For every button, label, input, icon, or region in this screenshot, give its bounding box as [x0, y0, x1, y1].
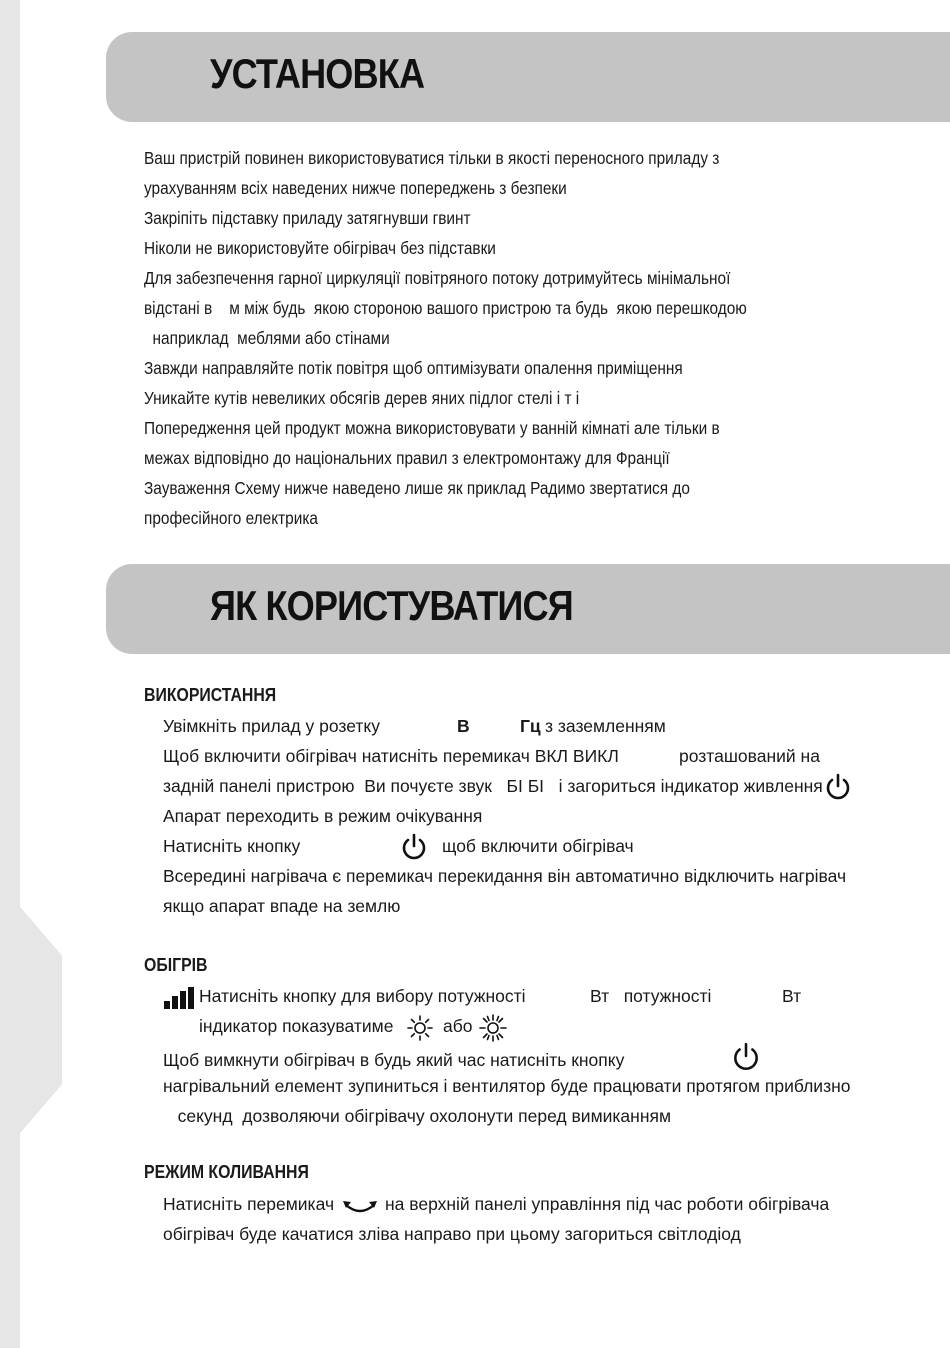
left-margin-tab [0, 905, 62, 1135]
heating-line: Щоб вимкнути обігрівач в будь який час натисніть кнопку [163, 1050, 625, 1070]
oscillation-line: на верхній панелі управління під час роботи обігрівача [385, 1194, 830, 1214]
usage-line: з заземленням [545, 716, 666, 736]
usage-line: щоб включити обігрівач [442, 836, 634, 856]
usage-line: Апарат переходить в режим очікування [163, 806, 483, 826]
section-title-how-to-use: ЯК КОРИСТУВАТИСЯ [210, 582, 573, 629]
usage-line: задній панелі пристрою Ви почуєте звук БІ БІ і загориться індикатор живлення [163, 776, 823, 796]
heating-line: нагрівальний елемент зупиниться і вентилятор буде працювати протягом приблизно [163, 1076, 851, 1096]
installation-line: Закріпіть підставку приладу затягнувши гвинт [144, 208, 471, 228]
installation-line: професійного електрика [144, 508, 319, 528]
usage-line: Увімкніть прилад у розетку [163, 716, 381, 736]
installation-line: відстані в м між будь якою стороною вашого пристрою та будь якою перешкодою [144, 298, 747, 318]
voltage-unit: В [457, 716, 470, 736]
oscillation-heading: РЕЖИМ КОЛИВАННЯ [144, 1162, 309, 1182]
heating-line: секунд дозволяючи обігрівачу охолонути перед вимиканням [163, 1106, 671, 1126]
power-icon [823, 771, 853, 802]
oscillation-text [163, 1189, 883, 1249]
heating-heading: ОБІГРІВ [144, 955, 208, 975]
usage-line: Щоб включити обігрівач натисніть перемикач ВКЛ ВИКЛ [163, 746, 619, 766]
installation-line: Ніколи не використовуйте обігрівач без підставки [144, 238, 496, 258]
installation-line: Попередження цей продукт можна використовувати у ванній кімнаті але тільки в [144, 418, 720, 438]
installation-line: наприклад меблями або стінами [144, 328, 390, 348]
power-icon [399, 831, 429, 862]
usage-line: розташований на [679, 746, 820, 766]
heating-line: Натисніть кнопку для вибору потужності [199, 986, 526, 1006]
installation-line: урахуванням всіх наведених нижче попереджень з безпеки [144, 178, 567, 198]
installation-text [144, 143, 864, 533]
oscillation-line: Натисніть перемикач [163, 1194, 335, 1214]
power-icon [730, 1041, 762, 1073]
signal-bars-icon [163, 983, 197, 1013]
sun-large-icon [478, 1012, 508, 1042]
heating-line: індикатор показуватиме [199, 1016, 394, 1036]
oscillation-line: обігрівач буде качатися зліва направо при цьому загориться світлодіод [163, 1224, 741, 1244]
heating-text [163, 981, 883, 1131]
installation-line: Ваш пристрій повинен використовуватися тільки в якості переносного приладу з [144, 148, 720, 168]
section-banner-how-to-use [106, 564, 950, 654]
heating-line: або [443, 1016, 473, 1036]
left-margin-bar [0, 0, 20, 1348]
usage-line: якщо апарат впаде на землю [163, 896, 401, 916]
section-title-installation: УСТАНОВКА [210, 50, 425, 97]
usage-text [163, 711, 883, 921]
usage-line: Натисніть кнопку [163, 836, 301, 856]
usage-line: Всередині нагрівача є перемикач перекидання він автоматично відключить нагрівач [163, 866, 847, 886]
heating-line: Вт [782, 986, 802, 1006]
installation-line: межах відповідно до національних правил з електромонтажу для Франції [144, 448, 670, 468]
installation-line: Для забезпечення гарної циркуляції повітряного потоку дотримуйтесь мінімальної [144, 268, 731, 288]
frequency-unit: Гц [520, 716, 541, 736]
installation-line: Зауваження Схему нижче наведено лише як приклад Радимо звертатися до [144, 478, 690, 498]
section-banner-installation [106, 32, 950, 122]
heating-line: Вт потужності [590, 986, 712, 1006]
installation-line: Уникайте кутів невеликих обсягів дерев яних підлог стелі і т і [144, 388, 580, 408]
installation-line: Завжди направляйте потік повітря щоб оптимізувати опалення приміщення [144, 358, 683, 378]
sun-small-icon [406, 1012, 434, 1042]
oscillate-icon [341, 1192, 379, 1222]
usage-heading: ВИКОРИСТАННЯ [144, 685, 277, 705]
